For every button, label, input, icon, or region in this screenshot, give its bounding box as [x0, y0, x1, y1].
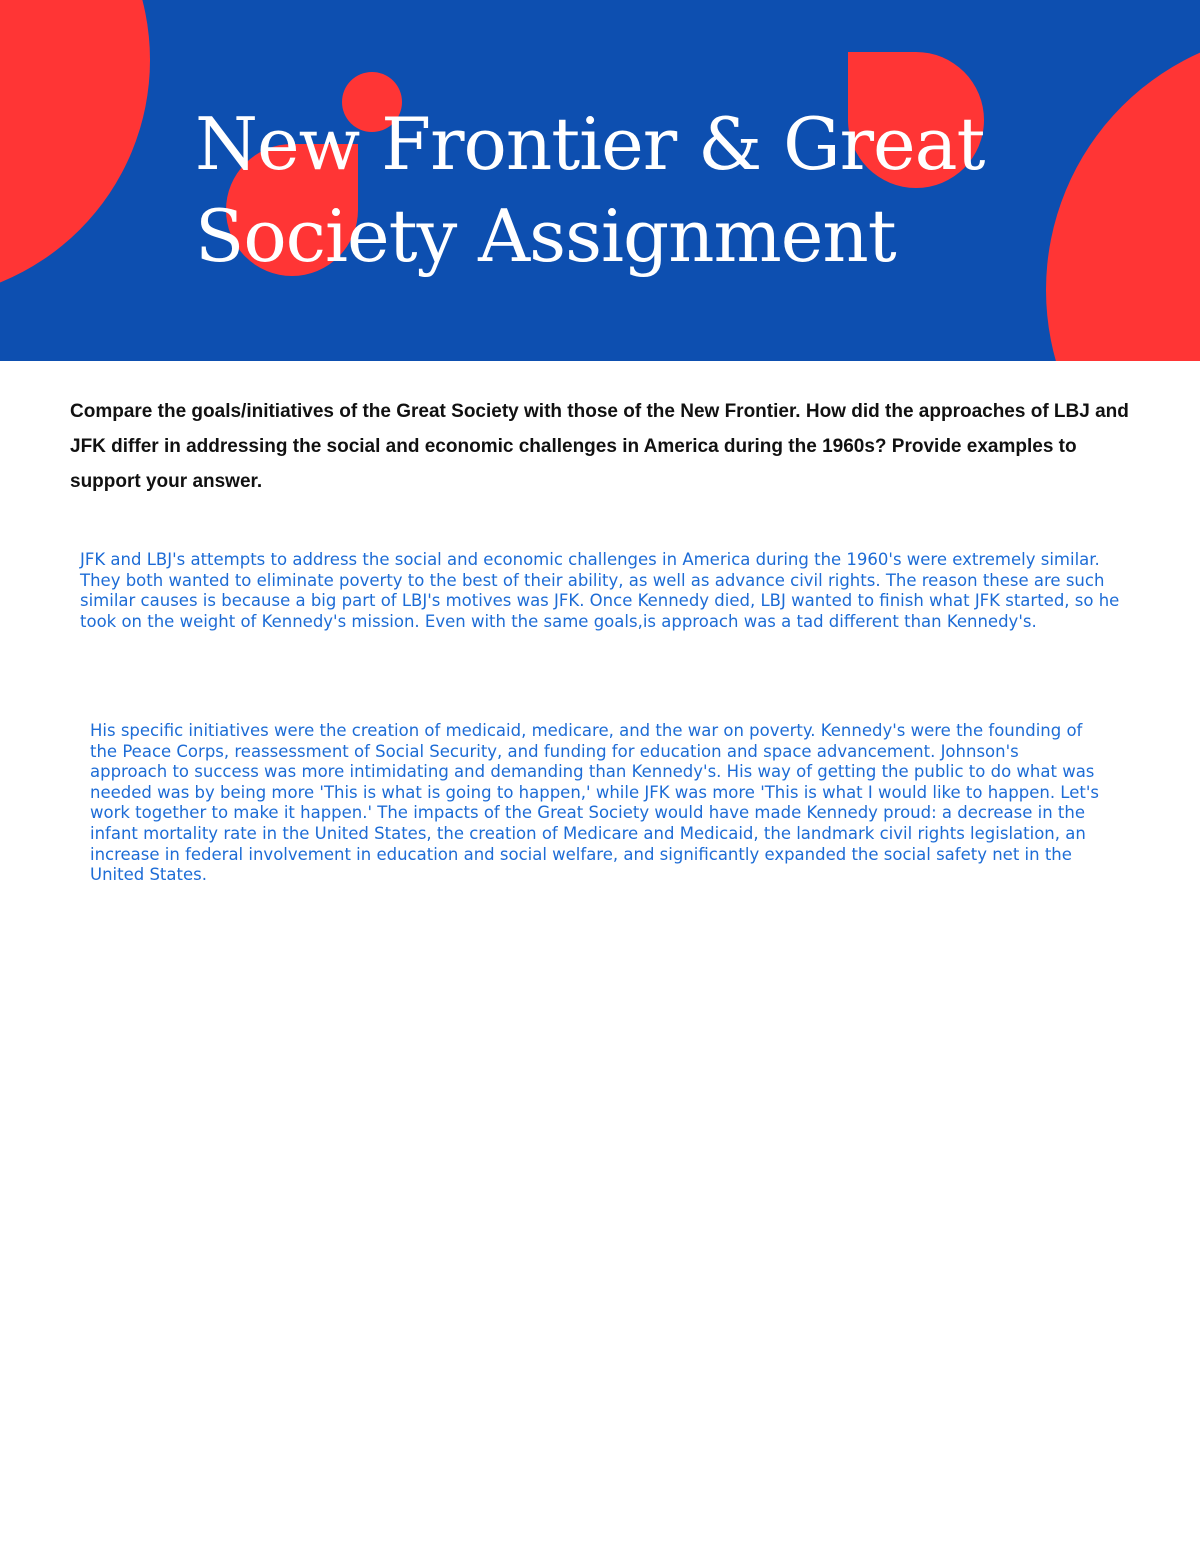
title-line-2: Society Assignment: [195, 194, 896, 278]
title-line-1: New Frontier & Great: [195, 102, 985, 186]
decorative-circle-left: [0, 0, 150, 300]
answer-paragraph-1: JFK and LBJ's attempts to address the social and economic challenges in America during the 1960's were extremely similar. They both wanted to eliminate poverty to the best of their ability, as well as advance civil rights. The reason these are such similar causes is because a big part of LBJ's motives was JFK. Once Kennedy died, LBJ wanted to finish what JFK started, so he took on the weight of Kennedy's mission. Even with the same goals,is approach was a tad different than Kennedy's.: [80, 550, 1120, 631]
page-title: [195, 98, 1095, 282]
header-banner: [0, 0, 1200, 361]
assignment-question: Compare the goals/initiatives of the Great Society with those of the New Frontier. How did the approaches of LBJ and JFK differ in addressing the social and economic challenges in America during the 1960s? Provide examples to support your answer.: [70, 401, 1129, 492]
answer-paragraph-2: His specific initiatives were the creation of medicaid, medicare, and the war on poverty. Kennedy's were the founding of the Peace Corps, reassessment of Social Security, and funding for education and space advancement. Johnson's approach to success was more intimidating and demanding than Kennedy's. His way of getting the public to do what was needed was by being more 'This is what is going to happen,' while JFK was more 'This is what I would like to happen. Let's work together to make it happen.' The impacts of the Great Society would have made Kennedy proud: a decrease in the infant mortality rate in the United States, the creation of Medicare and Medicaid, the landmark civil rights legislation, an increase in federal involvement in education and social welfare, and significantly expanded the social safety net in the United States.: [90, 721, 1099, 885]
